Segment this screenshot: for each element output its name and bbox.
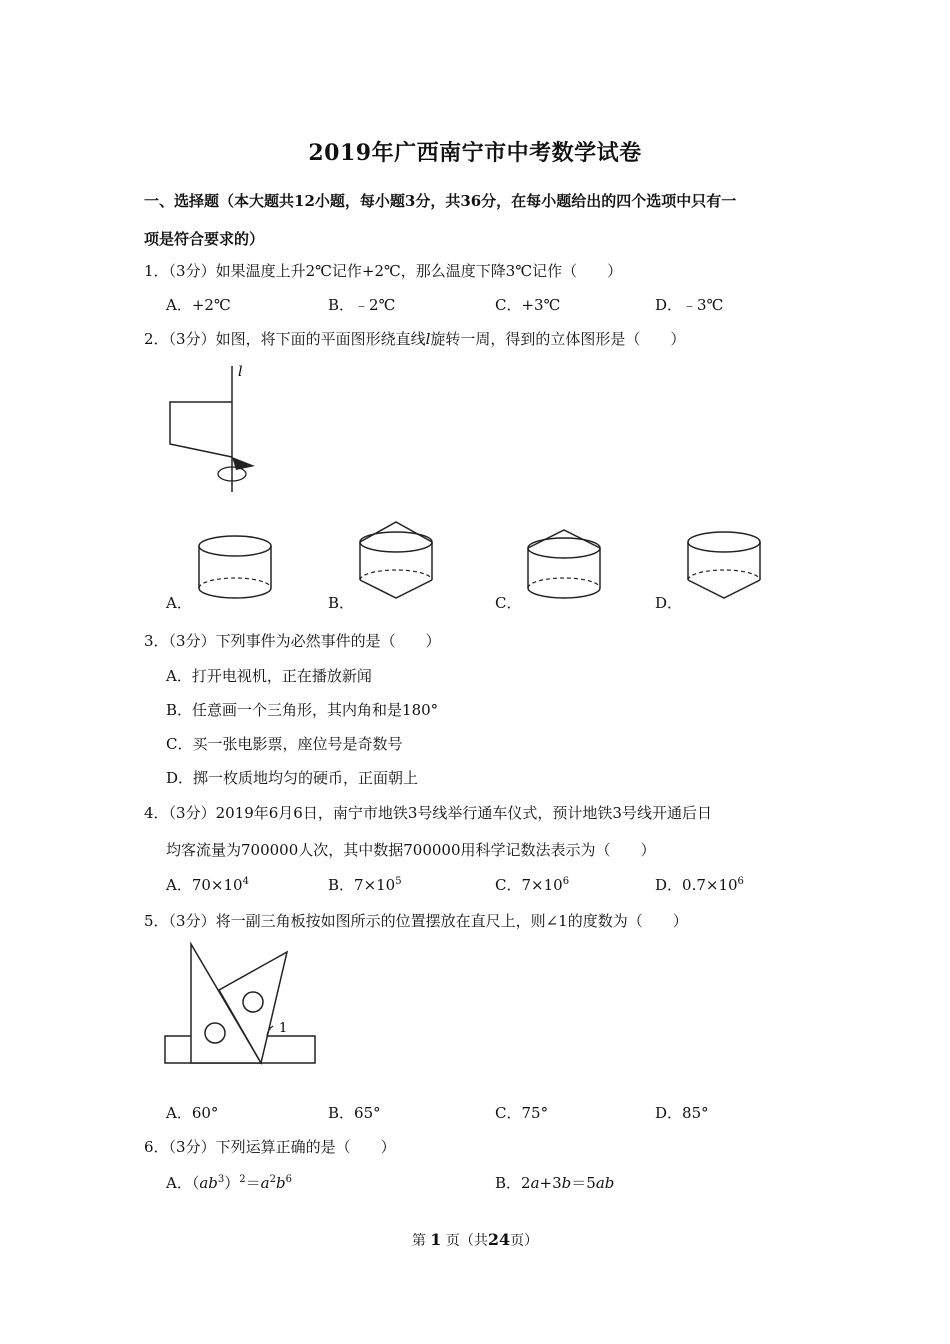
question-3-option-a: A．打开电视机，正在播放新闻 bbox=[166, 667, 372, 685]
question-2-option-d: D． bbox=[655, 594, 683, 612]
question-5-option-a: A．60° bbox=[166, 1104, 219, 1122]
question-2-stem-pre: 2．（3分）如图，将下面的平面图形绕直线 bbox=[144, 330, 426, 348]
question-2-figure-label: l bbox=[238, 364, 243, 380]
q6b-b: b bbox=[561, 1174, 572, 1192]
question-1-option-c: C．+3℃ bbox=[495, 296, 561, 314]
question-4-option-b-base: B．7×10 bbox=[328, 876, 396, 894]
question-4-option-d bbox=[655, 874, 744, 895]
question-2-figure bbox=[160, 362, 270, 497]
question-5-stem: 5．（3分）将一副三角板按如图所示的位置摆放在直尺上，则∠1的度数为（ ） bbox=[144, 912, 688, 930]
q6a-ab: ab bbox=[199, 1174, 218, 1192]
question-6-stem: 6．（3分）下列运算正确的是（ ） bbox=[144, 1138, 396, 1156]
q6a-b: b bbox=[276, 1174, 286, 1192]
question-5-angle-label: 1 bbox=[279, 1021, 288, 1036]
question-2-stem bbox=[144, 328, 685, 349]
q6a-e3: 2 bbox=[269, 1174, 276, 1185]
q6a-pre: A．（ bbox=[166, 1174, 200, 1192]
question-1-option-b: B．﹣2℃ bbox=[328, 296, 396, 314]
question-2-solid-c bbox=[524, 526, 608, 604]
question-1-stem: 1．（3分）如果温度上升2℃记作+2℃，那么温度下降3℃记作（ ） bbox=[144, 262, 623, 280]
question-3-stem: 3．（3分）下列事件为必然事件的是（ ） bbox=[144, 632, 441, 650]
section-heading-line2: 项是符合要求的） bbox=[144, 230, 265, 248]
q6a-e1: 3 bbox=[217, 1174, 225, 1185]
question-5-option-c: C．75° bbox=[495, 1104, 549, 1122]
footer-pre: 第 bbox=[411, 1233, 426, 1249]
question-3-option-d: D．掷一枚质地均匀的硬币，正面朝上 bbox=[166, 769, 419, 787]
page-title: 2019年广西南宁市中考数学试卷 bbox=[308, 140, 642, 166]
q6a-a: a bbox=[260, 1174, 270, 1192]
question-5-option-d: D．85° bbox=[655, 1104, 709, 1122]
question-4-option-a bbox=[166, 874, 249, 895]
question-4-option-c bbox=[495, 874, 569, 895]
q6b-plus: +3 bbox=[539, 1174, 562, 1192]
question-6-option-b bbox=[495, 1172, 614, 1193]
question-4-option-c-base: C．7×10 bbox=[495, 876, 563, 894]
question-4-stem-line1: 4．（3分）2019年6月6日，南宁市地铁3号线举行通车仪式，预计地铁3号线开通后日 bbox=[144, 804, 712, 822]
question-3-option-c: C．买一张电影票，座位号是奇数号 bbox=[166, 735, 403, 753]
question-2-option-c: C． bbox=[495, 594, 522, 612]
footer-page-number: 1 bbox=[430, 1230, 442, 1249]
q6b-text: B．2 bbox=[495, 1174, 531, 1192]
question-2-line-var: l bbox=[425, 330, 431, 348]
question-2-stem-post: 旋转一周，得到的立体图形是（ ） bbox=[430, 330, 686, 348]
question-1-option-d: D．﹣3℃ bbox=[655, 296, 724, 314]
question-6-option-a bbox=[166, 1172, 292, 1193]
question-5-figure bbox=[160, 940, 325, 1070]
page-footer bbox=[0, 1230, 950, 1250]
q6b-a: a bbox=[530, 1174, 540, 1192]
question-2-option-b: B． bbox=[328, 594, 355, 612]
question-4-option-a-exp: 4 bbox=[242, 876, 249, 887]
q6a-eq: ＝ bbox=[245, 1174, 261, 1192]
question-4-option-d-exp: 6 bbox=[737, 876, 744, 887]
footer-post: 页） bbox=[510, 1233, 539, 1249]
q6b-ab: ab bbox=[595, 1174, 615, 1192]
q6a-mid: ） bbox=[224, 1174, 240, 1192]
question-1-option-a: A．+2℃ bbox=[166, 296, 231, 314]
question-4-option-b bbox=[328, 874, 402, 895]
question-5-option-b: B．65° bbox=[328, 1104, 381, 1122]
question-2-solid-a bbox=[195, 532, 279, 604]
footer-mid: 页（共 bbox=[445, 1233, 488, 1249]
question-4-stem-line2: 均客流量为700000人次，其中数据700000用科学记数法表示为（ ） bbox=[166, 841, 656, 859]
section-heading-line1: 一、选择题（本大题共12小题，每小题3分，共36分，在每小题给出的四个选项中只有一 bbox=[144, 192, 737, 210]
question-2-solid-b bbox=[356, 520, 440, 604]
question-4-option-a-base: A．70×10 bbox=[166, 876, 243, 894]
q6a-e2: 2 bbox=[239, 1174, 246, 1185]
question-2-option-a: A． bbox=[166, 594, 192, 612]
question-3-option-b: B．任意画一个三角形，其内角和是180° bbox=[166, 701, 439, 719]
question-4-option-d-base: D．0.7×10 bbox=[655, 876, 738, 894]
question-4-option-c-exp: 6 bbox=[562, 876, 570, 887]
q6b-eq: ＝5 bbox=[571, 1174, 596, 1192]
question-4-option-b-exp: 5 bbox=[395, 876, 402, 887]
q6a-e4: 6 bbox=[285, 1174, 292, 1185]
question-2-solid-d bbox=[684, 528, 768, 604]
footer-total-pages: 24 bbox=[487, 1230, 511, 1249]
